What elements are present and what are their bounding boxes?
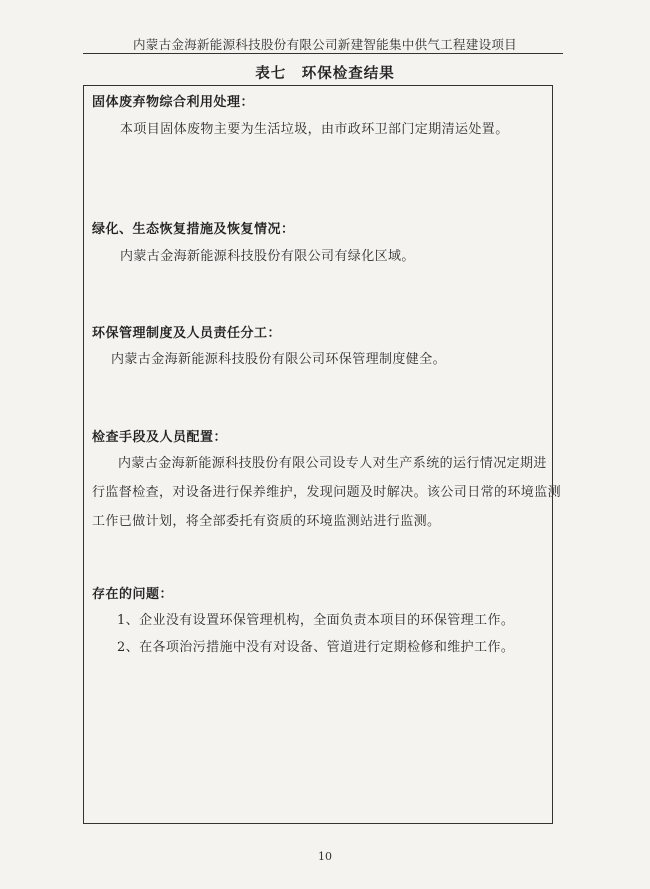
section-title-management: 环保管理制度及人员责任分工： (92, 326, 282, 341)
section-text-management: 内蒙古金海新能源科技股份有限公司环保管理制度健全。 (111, 352, 447, 367)
page-number: 10 (318, 850, 332, 863)
document-header: 内蒙古金海新能源科技股份有限公司新建智能集中供气工程建设项目 (132, 37, 517, 52)
section-text-inspection-line-3: 工作已做计划，将全部委托有资质的环境监测站进行监测。 (92, 514, 441, 529)
section-title-inspection: 检查手段及人员配置： (92, 430, 228, 445)
section-title-solid-waste: 固体废弃物综合利用处理： (92, 95, 255, 110)
section-text-greening: 内蒙古金海新能源科技股份有限公司有绿化区域。 (120, 249, 415, 264)
section-title-issues: 存在的问题： (92, 587, 174, 602)
table-title: 表七 环保检查结果 (255, 65, 395, 82)
header-divider (83, 53, 563, 54)
section-text-inspection-line-2: 行监督检查，对设备进行保养维护，发现问题及时解决。该公司日常的环境监测 (92, 485, 562, 500)
section-title-greening: 绿化、生态恢复措施及恢复情况： (92, 222, 295, 237)
section-text-inspection-line-1: 内蒙古金海新能源科技股份有限公司设专人对生产系统的运行情况定期进 (118, 456, 547, 471)
section-text-solid-waste: 本项目固体废物主要为生活垃圾，由市政环卫部门定期清运处置。 (120, 122, 509, 137)
issue-item-1: 1、企业没有设置环保管理机构，全面负责本项目的环保管理工作。 (117, 613, 515, 628)
issue-item-2: 2、在各项治污措施中没有对设备、管道进行定期检修和维护工作。 (117, 640, 515, 655)
